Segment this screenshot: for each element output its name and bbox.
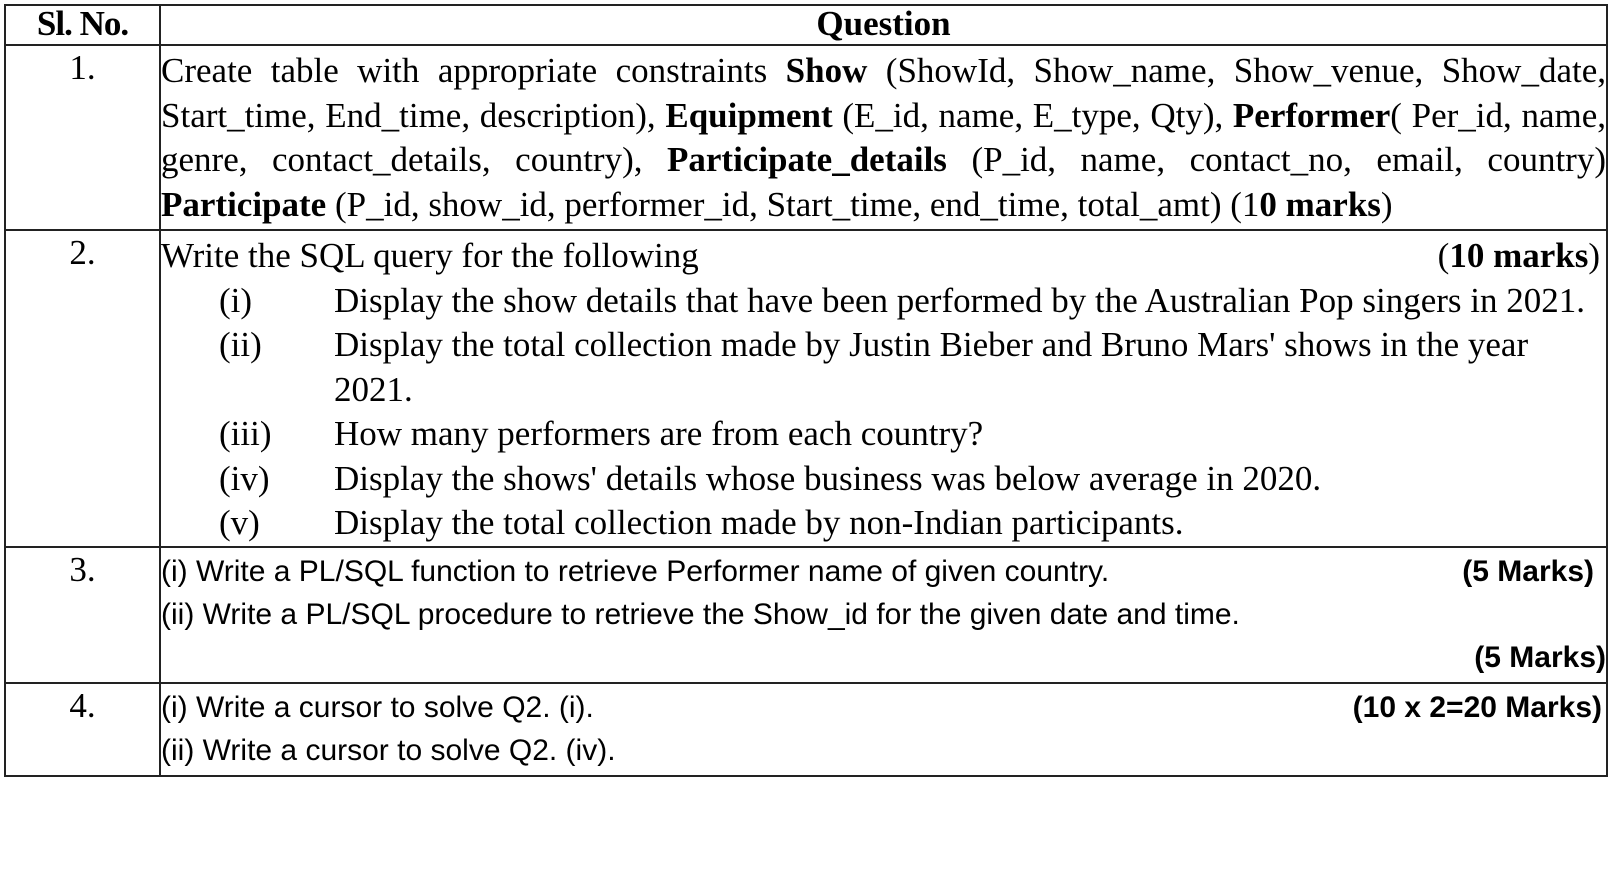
subquestion-text: Display the show details that have been performed by the Australian Pop singers in 2021. bbox=[334, 280, 1585, 320]
table-name: Equipment bbox=[665, 95, 833, 135]
question-text-run: ( Per_id, name, genre, contact_details, country), bbox=[161, 95, 1606, 179]
question-4-cell bbox=[160, 683, 1607, 776]
question-header: Question bbox=[160, 5, 1607, 45]
subquestion-numeral: (v) bbox=[219, 503, 260, 542]
subquestion-text: Display the shows' details whose business was below average in 2020. bbox=[334, 458, 1322, 498]
subquestion-text: Display the total collection made by Justin Bieber and Bruno Mars' shows in the year 2021. bbox=[334, 325, 1529, 409]
table-name: Show bbox=[785, 51, 868, 90]
question-text-run: ) bbox=[1380, 184, 1393, 224]
question-2-marks: (10 marks) bbox=[1437, 236, 1600, 275]
question-text-run: (ShowId, Show_name, Show_venue, Show_date, Start_time, End_time, description), bbox=[161, 51, 1606, 135]
question-number: 3. bbox=[5, 547, 160, 683]
question-2-heading bbox=[161, 234, 1606, 279]
subquestion-numeral: (ii) bbox=[219, 325, 262, 364]
question-1-cell bbox=[160, 45, 1607, 230]
subquestion bbox=[219, 279, 1606, 324]
question-4-part-2: (ii) Write a cursor to solve Q2. (iv). bbox=[161, 733, 616, 767]
slno-header: Sl. No. bbox=[5, 5, 160, 45]
question-4-line-1 bbox=[161, 686, 1606, 729]
question-number: 1. bbox=[5, 45, 160, 230]
table-name: 0 marks bbox=[1259, 184, 1381, 224]
question-3-part-2-marks: (5 Marks) bbox=[1474, 640, 1606, 674]
question-3-cell bbox=[160, 547, 1607, 683]
subquestion bbox=[219, 323, 1606, 412]
question-number: 2. bbox=[5, 230, 160, 547]
question-text-run: Create table with appropriate constraints bbox=[161, 51, 786, 90]
subquestion bbox=[219, 457, 1606, 502]
question-3-line-1 bbox=[161, 550, 1606, 593]
subquestion-text: How many performers are from each country? bbox=[334, 414, 984, 453]
subquestion-text: Display the total collection made by non-Indian participants. bbox=[334, 503, 1184, 542]
question-2-intro: Write the SQL query for the following bbox=[161, 236, 699, 275]
question-number: 4. bbox=[5, 683, 160, 776]
subquestion-numeral: (iii) bbox=[219, 414, 272, 453]
table-name: Participate bbox=[161, 184, 327, 224]
question-row-4 bbox=[5, 683, 1607, 776]
question-text-run: (P_id, name, contact_no, email, country) bbox=[946, 140, 1606, 179]
question-3-part-1: (i) Write a PL/SQL function to retrieve Performer name of given country. bbox=[161, 554, 1110, 588]
subquestion-numeral: (iv) bbox=[219, 458, 270, 498]
question-3-part-2: (ii) Write a PL/SQL procedure to retrieve the Show_id for the given date and time. bbox=[161, 597, 1240, 631]
subquestion-numeral: (i) bbox=[219, 280, 253, 320]
question-table bbox=[4, 4, 1608, 777]
question-text-run: (P_id, show_id, performer_id, Start_time, end_time, total_amt) (1 bbox=[326, 184, 1260, 224]
question-text-run: (E_id, name, E_type, Qty), bbox=[832, 95, 1233, 135]
question-3-part-1-marks: (5 Marks) bbox=[1462, 554, 1594, 588]
question-4-marks: (10 x 2=20 Marks) bbox=[1352, 690, 1602, 724]
question-1-text bbox=[161, 46, 1606, 229]
question-row-2 bbox=[5, 230, 1607, 547]
question-row-3 bbox=[5, 547, 1607, 683]
question-2-cell bbox=[160, 230, 1607, 547]
table-name: Participate_details bbox=[667, 140, 947, 179]
subquestion bbox=[219, 412, 1606, 457]
question-row-1 bbox=[5, 45, 1607, 230]
table-name: Performer bbox=[1232, 95, 1391, 135]
header-row bbox=[5, 5, 1607, 45]
question-4-part-1: (i) Write a cursor to solve Q2. (i). bbox=[161, 690, 594, 724]
subquestion bbox=[219, 501, 1606, 546]
